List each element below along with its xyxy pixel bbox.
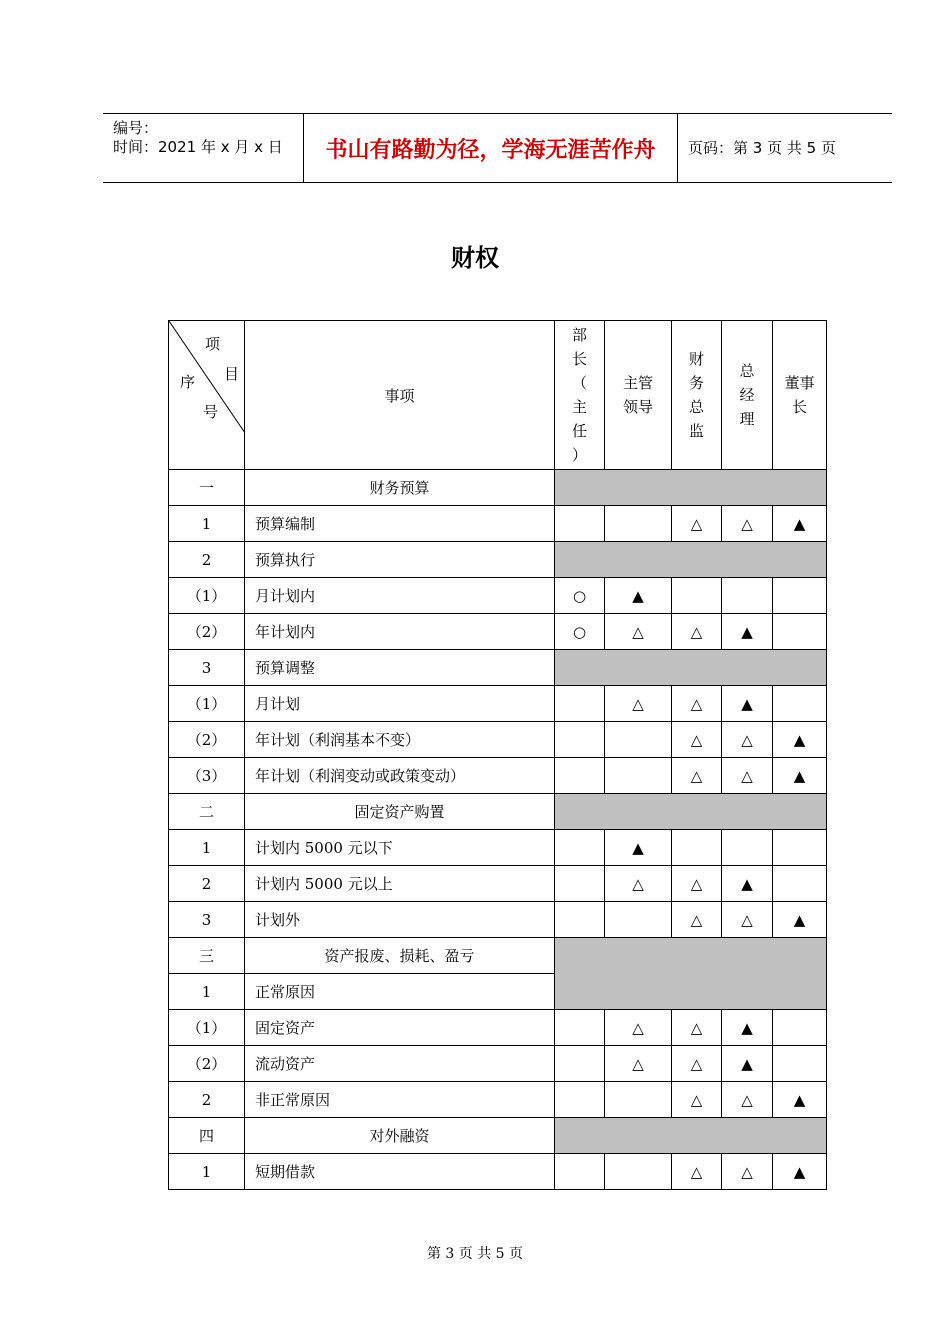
table-row (169, 794, 827, 830)
review-mark: △ (741, 910, 753, 929)
document-header (103, 113, 892, 183)
review-mark: △ (632, 1018, 644, 1037)
table-row (169, 1082, 827, 1118)
review-mark: △ (632, 874, 644, 893)
authority-mark-cell (605, 1082, 672, 1118)
authority-mark-cell (773, 758, 827, 794)
review-mark: △ (741, 1090, 753, 1109)
authority-mark-cell (722, 578, 773, 614)
authority-mark-cell (722, 866, 773, 902)
table-row (169, 758, 827, 794)
authority-mark-cell (605, 686, 672, 722)
authority-mark-cell (722, 902, 773, 938)
role-header-text: （ (571, 374, 587, 392)
review-mark: △ (632, 694, 644, 713)
row-number: 1 (169, 830, 245, 866)
review-mark: △ (690, 694, 703, 713)
col-header-role (672, 321, 722, 470)
row-number: 2 (169, 1082, 245, 1118)
date-label: 时间：2021 年 x 月 x 日 (113, 138, 283, 156)
row-item: 正常原因 (245, 974, 555, 1010)
authority-mark-cell (555, 722, 605, 758)
corner-top-label: 项 (205, 335, 221, 353)
authority-mark-cell (555, 686, 605, 722)
row-number: （2） (169, 1046, 245, 1082)
approve-mark: ▲ (741, 622, 753, 641)
row-item: 计划内 5000 元以上 (245, 866, 555, 902)
row-item: 财务预算 (245, 470, 555, 506)
role-header-text: 长 (791, 398, 807, 416)
page-title: 财权 (451, 244, 499, 272)
row-item: 计划外 (245, 902, 555, 938)
shaded-section-cell (555, 470, 827, 506)
authority-mark-cell (555, 1010, 605, 1046)
row-number: 3 (169, 650, 245, 686)
row-number: 二 (169, 794, 245, 830)
row-item: 预算调整 (245, 650, 555, 686)
row-number: 2 (169, 542, 245, 578)
row-item: 计划内 5000 元以下 (245, 830, 555, 866)
authority-mark-cell (722, 1010, 773, 1046)
review-mark: △ (632, 1054, 644, 1073)
authority-mark-cell (555, 1154, 605, 1190)
review-mark: △ (741, 730, 753, 749)
review-mark: △ (690, 514, 703, 533)
approve-mark: ▲ (632, 838, 644, 857)
role-header-text: 总 (739, 362, 755, 380)
authority-mark-cell (672, 506, 722, 542)
shaded-section-cell (555, 650, 827, 686)
row-item: 年计划（利润基本不变） (245, 722, 555, 758)
review-mark: △ (741, 766, 753, 785)
table-header-row (169, 321, 827, 470)
role-header-text: 务 (688, 374, 704, 392)
table-row (169, 830, 827, 866)
motto-text: 书山有路勤为径，学海无涯苦作舟 (325, 137, 656, 163)
role-header-text: 理 (739, 410, 755, 428)
page-footer: 第 3 页 共 5 页 (426, 1246, 524, 1262)
authority-mark-cell (773, 578, 827, 614)
authority-mark-cell (605, 1046, 672, 1082)
authority-mark-cell (672, 578, 722, 614)
row-item: 预算执行 (245, 542, 555, 578)
authority-mark-cell (773, 866, 827, 902)
header-meta-cell (103, 114, 304, 182)
review-mark: △ (690, 1162, 703, 1181)
row-number: 一 (169, 470, 245, 506)
table-row (169, 1010, 827, 1046)
row-number: （1） (169, 686, 245, 722)
page-label: 页码：第 3 页 共 5 页 (688, 139, 836, 157)
authority-table (168, 320, 827, 1190)
approve-mark: ▲ (741, 1054, 753, 1073)
authority-mark-cell (722, 614, 773, 650)
authority-mark-cell (722, 722, 773, 758)
review-mark: △ (690, 766, 703, 785)
row-number: 2 (169, 866, 245, 902)
authority-mark-cell (722, 758, 773, 794)
authority-mark-cell (773, 686, 827, 722)
approve-mark: ▲ (793, 910, 806, 929)
row-item: 资产报废、损耗、盈亏 (245, 938, 555, 974)
col-header-role (605, 321, 672, 470)
row-item: 年计划（利润变动或政策变动） (245, 758, 555, 794)
row-number: 1 (169, 974, 245, 1010)
corner-bottom-label: 号 (203, 403, 219, 421)
authority-mark-cell (605, 1010, 672, 1046)
authority-mark-cell (555, 506, 605, 542)
approve-mark: ▲ (741, 874, 753, 893)
table-row (169, 542, 827, 578)
authority-mark-cell (555, 866, 605, 902)
table-row (169, 470, 827, 506)
authority-mark-cell (605, 902, 672, 938)
row-item: 月计划 (245, 686, 555, 722)
row-number: 3 (169, 902, 245, 938)
row-item: 固定资产购置 (245, 794, 555, 830)
review-mark: △ (690, 622, 703, 641)
table-row (169, 506, 827, 542)
role-header-text: 主 (571, 398, 587, 416)
row-item: 非正常原因 (245, 1082, 555, 1118)
authority-mark-cell (722, 830, 773, 866)
shaded-section-cell (555, 794, 827, 830)
review-mark: △ (741, 1162, 753, 1181)
row-number: （1） (169, 578, 245, 614)
authority-mark-cell (605, 578, 672, 614)
authority-mark-cell (672, 722, 722, 758)
table-row (169, 614, 827, 650)
row-number: 四 (169, 1118, 245, 1154)
approve-mark: ▲ (793, 730, 806, 749)
authority-mark-cell (555, 578, 605, 614)
authority-mark-cell (722, 1046, 773, 1082)
table-row (169, 938, 827, 974)
corner-left-label: 序 (180, 373, 196, 391)
table-row (169, 578, 827, 614)
row-number: （2） (169, 722, 245, 758)
review-mark: △ (690, 1090, 703, 1109)
col-header-role (555, 321, 605, 470)
authority-mark-cell (605, 722, 672, 758)
authority-mark-cell (605, 614, 672, 650)
table-row (169, 1046, 827, 1082)
row-item: 短期借款 (245, 1154, 555, 1190)
authority-mark-cell (555, 1046, 605, 1082)
propose-mark: ○ (572, 586, 587, 605)
role-header-text: 经 (739, 386, 755, 404)
approve-mark: ▲ (793, 766, 806, 785)
authority-mark-cell (672, 866, 722, 902)
review-mark: △ (690, 910, 703, 929)
col-header-role (722, 321, 773, 470)
authority-mark-cell (672, 1010, 722, 1046)
role-header-text: 董事 (784, 374, 815, 392)
role-header-text: 长 (571, 350, 587, 368)
row-number: （1） (169, 1010, 245, 1046)
role-header-text: 监 (688, 422, 704, 440)
row-number: （3） (169, 758, 245, 794)
shaded-section-cell (555, 1118, 827, 1154)
role-header-text: 领导 (622, 398, 653, 416)
authority-mark-cell (605, 866, 672, 902)
row-item: 年计划内 (245, 614, 555, 650)
authority-mark-cell (773, 722, 827, 758)
authority-mark-cell (773, 1082, 827, 1118)
authority-mark-cell (773, 1046, 827, 1082)
authority-mark-cell (672, 614, 722, 650)
corner-right-label: 目 (224, 365, 240, 383)
authority-mark-cell (672, 758, 722, 794)
review-mark: △ (632, 622, 644, 641)
propose-mark: ○ (572, 622, 587, 641)
review-mark: △ (690, 730, 703, 749)
approve-mark: ▲ (793, 1090, 806, 1109)
role-header-text: ） (571, 446, 587, 464)
authority-mark-cell (722, 1154, 773, 1190)
role-header-text: 总 (688, 398, 704, 416)
table-row (169, 686, 827, 722)
table-row (169, 902, 827, 938)
approve-mark: ▲ (793, 1162, 806, 1181)
review-mark: △ (690, 1018, 703, 1037)
table-row (169, 650, 827, 686)
row-item: 固定资产 (245, 1010, 555, 1046)
approve-mark: ▲ (793, 514, 806, 533)
authority-mark-cell (722, 506, 773, 542)
review-mark: △ (741, 514, 753, 533)
authority-mark-cell (672, 1082, 722, 1118)
table-row (169, 1118, 827, 1154)
authority-mark-cell (773, 1010, 827, 1046)
authority-mark-cell (605, 830, 672, 866)
authority-mark-cell (555, 614, 605, 650)
authority-mark-cell (605, 506, 672, 542)
shaded-section-cell (555, 938, 827, 1010)
row-item: 对外融资 (245, 1118, 555, 1154)
authority-mark-cell (555, 830, 605, 866)
shaded-section-cell (555, 542, 827, 578)
row-number: （2） (169, 614, 245, 650)
approve-mark: ▲ (741, 1018, 753, 1037)
authority-mark-cell (555, 758, 605, 794)
authority-mark-cell (555, 902, 605, 938)
approve-mark: ▲ (741, 694, 753, 713)
authority-mark-cell (722, 686, 773, 722)
row-number: 1 (169, 506, 245, 542)
role-header-text: 部 (571, 326, 587, 344)
approve-mark: ▲ (632, 586, 644, 605)
row-item: 预算编制 (245, 506, 555, 542)
row-item: 月计划内 (245, 578, 555, 614)
role-header-text: 主管 (622, 374, 653, 392)
authority-mark-cell (773, 830, 827, 866)
authority-mark-cell (672, 1046, 722, 1082)
header-page-cell (678, 114, 892, 182)
authority-mark-cell (672, 830, 722, 866)
table-row (169, 866, 827, 902)
col-header-item: 事项 (245, 321, 555, 470)
authority-mark-cell (672, 686, 722, 722)
header-motto-cell (304, 114, 678, 182)
authority-mark-cell (773, 614, 827, 650)
role-header-text: 财 (688, 350, 704, 368)
authority-mark-cell (672, 902, 722, 938)
number-label: 编号： (113, 119, 159, 137)
review-mark: △ (690, 1054, 703, 1073)
authority-mark-cell (555, 1082, 605, 1118)
corner-diagonal-cell (169, 321, 245, 470)
row-item: 流动资产 (245, 1046, 555, 1082)
authority-mark-cell (672, 1154, 722, 1190)
col-header-role (773, 321, 827, 470)
authority-mark-cell (773, 902, 827, 938)
row-number: 1 (169, 1154, 245, 1190)
row-number: 三 (169, 938, 245, 974)
authority-mark-cell (773, 506, 827, 542)
table-row (169, 1154, 827, 1190)
authority-mark-cell (605, 758, 672, 794)
authority-mark-cell (722, 1082, 773, 1118)
review-mark: △ (690, 874, 703, 893)
role-header-text: 任 (571, 422, 587, 440)
authority-mark-cell (773, 1154, 827, 1190)
authority-mark-cell (605, 1154, 672, 1190)
table-row (169, 722, 827, 758)
